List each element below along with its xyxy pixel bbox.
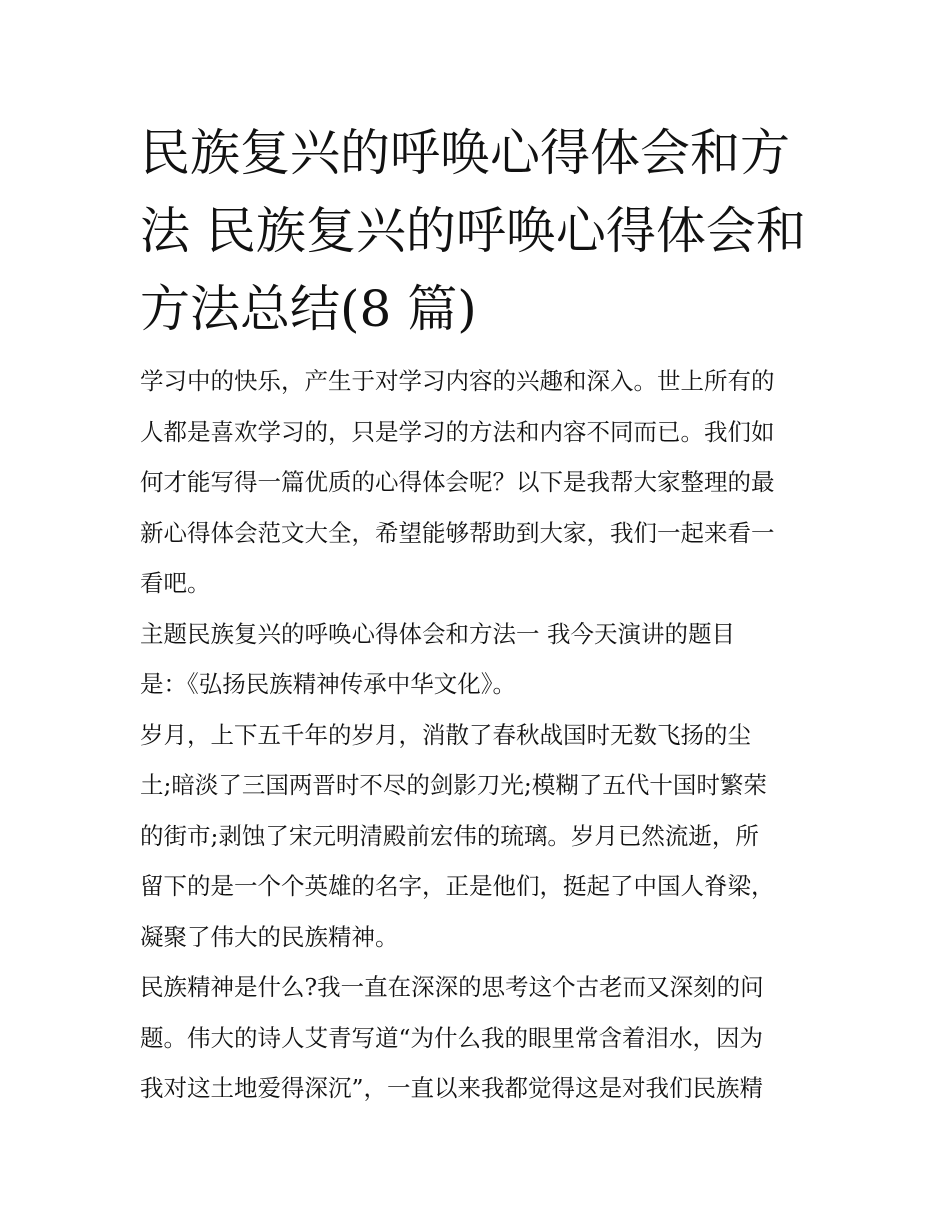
topic-paragraph	[140, 609, 820, 710]
document-title	[140, 114, 820, 348]
spirit-paragraph	[140, 962, 820, 1114]
document-body	[140, 356, 820, 1114]
text-line: 学习中的快乐，产生于对学习内容的兴趣和深入。世上所有的	[140, 367, 775, 395]
title-line: 方法总结(8 篇)	[140, 280, 477, 338]
text-line: 土;暗淡了三国两晋时不尽的剑影刀光;模糊了五代十国时繁荣	[140, 771, 767, 799]
text-line: 留下的是一个个英雄的名字，正是他们，挺起了中国人脊梁，	[140, 872, 775, 900]
intro-paragraph	[140, 356, 820, 609]
text-line: 新心得体会范文大全，希望能够帮助到大家，我们一起来看一	[140, 518, 775, 547]
text-line: 是：《弘扬民族精神传承中华文化》。	[140, 670, 516, 698]
text-line: 看吧。	[140, 569, 211, 597]
text-line: 的街市;剥蚀了宋元明清殿前宏伟的琉璃。岁月已然流逝，所	[140, 821, 759, 850]
text-line: 主题民族复兴的呼唤心得体会和方法一 我今天演讲的题目	[140, 619, 735, 648]
text-line: 民族精神是什么?我一直在深深的思考这个古老而又深刻的问	[140, 973, 764, 1001]
text-line: 我对这土地爱得深沉”，一直以来我都觉得这是对我们民族精	[140, 1074, 764, 1102]
text-line: 凝聚了伟大的民族精神。	[140, 922, 399, 951]
title-line: 法 民族复兴的呼唤心得体会和	[140, 202, 806, 260]
text-line: 人都是喜欢学习的，只是学习的方法和内容不同而已。我们如	[140, 417, 775, 446]
text-line: 何才能写得一篇优质的心得体会呢？以下是我帮大家整理的最	[140, 468, 775, 496]
history-paragraph	[140, 710, 820, 963]
text-line: 岁月，上下五千年的岁月，消散了春秋战国时无数飞扬的尘	[140, 720, 751, 749]
title-line: 民族复兴的呼唤心得体会和方	[140, 124, 790, 182]
text-line: 题。伟大的诗人艾青写道“为什么我的眼里常含着泪水，因为	[140, 1023, 764, 1052]
